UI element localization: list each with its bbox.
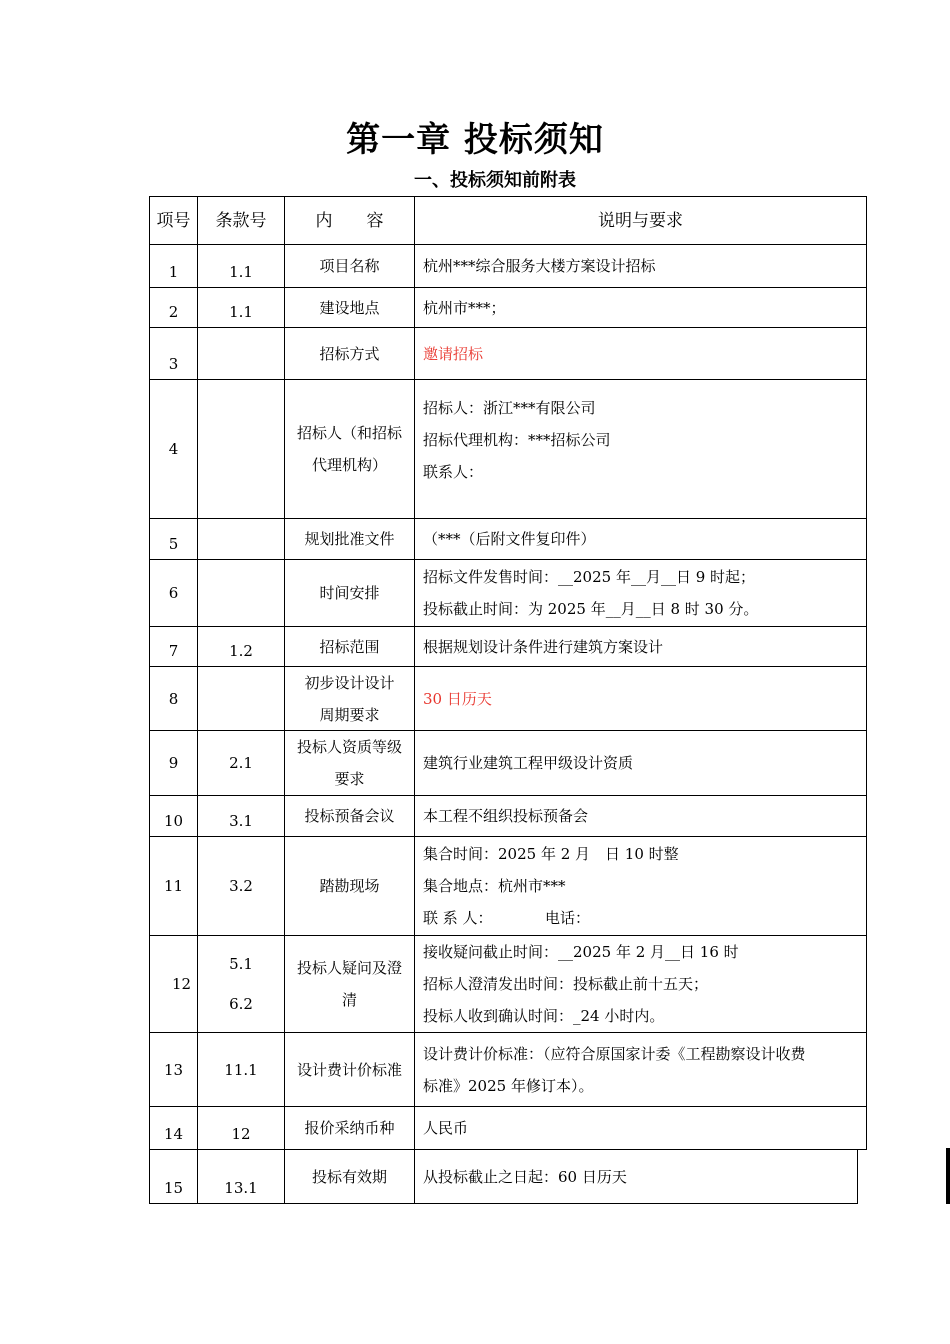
page-edge-mark (946, 1148, 950, 1204)
row-clause: 11.1 (198, 1033, 285, 1106)
table-row (149, 667, 867, 731)
desc-line: 设计费计价标准：（应符合原国家计委《工程勘察设计收费 (423, 1044, 806, 1063)
row-clause (198, 667, 285, 730)
row-desc: 从投标截止之日起：60 日历天 (423, 1167, 627, 1186)
desc-line: 联系人： (423, 463, 484, 481)
table-row (149, 1033, 867, 1107)
desc-line: 投标人收到确认时间：_24 小时内。 (423, 1007, 665, 1025)
desc-line: 集合地点：杭州市*** (423, 877, 566, 895)
table-row (149, 731, 867, 796)
row-clause (198, 380, 285, 518)
desc-line: 集合时间：2025 年 2 月 日 10 时整 (423, 845, 679, 863)
header-item-no: 项号 (150, 197, 198, 244)
row-item: 踏勘现场 (285, 837, 415, 935)
row-item: 招标人（和招标代理机构） (285, 380, 415, 518)
row-no: 11 (150, 837, 198, 935)
clause-line: 6.2 (229, 995, 253, 1013)
row-item: 投标人疑问及澄清 (285, 936, 415, 1032)
row-desc: 根据规划设计条件进行建筑方案设计 (423, 637, 664, 656)
row-item: 报价采纳币种 (285, 1107, 415, 1149)
chapter-title: 第一章 投标须知 (346, 120, 604, 160)
table-row (149, 627, 867, 667)
desc-line: 联 系 人： 电话： (423, 909, 591, 927)
row-desc: 杭州***综合服务大楼方案设计招标 (423, 257, 656, 275)
row-clause (198, 560, 285, 626)
table-row (149, 936, 867, 1033)
row-no: 7 (150, 627, 198, 666)
header-requirements: 说明与要求 (598, 210, 683, 231)
row-desc: 30 日历天 (423, 689, 492, 708)
row-clause (198, 519, 285, 559)
row-no: 2 (150, 288, 198, 327)
row-desc: （***（后附文件复印件） (423, 530, 596, 548)
row-item: 招标方式 (285, 328, 415, 379)
desc-line: 标准》2025 年修订本）。 (423, 1076, 594, 1095)
desc-line: 招标代理机构：***招标公司 (423, 431, 611, 449)
row-no: 12 (150, 936, 198, 1032)
row-no: 14 (150, 1107, 198, 1149)
row-item: 投标有效期 (285, 1150, 415, 1203)
row-item: 投标预备会议 (285, 796, 415, 836)
table-header-row (149, 196, 867, 245)
header-content: 内 容 (285, 197, 415, 244)
row-item: 时间安排 (285, 560, 415, 626)
section-subtitle: 一、投标须知前附表 (414, 170, 576, 191)
row-desc (415, 560, 866, 626)
table-row (149, 796, 867, 837)
row-no: 6 (150, 560, 198, 626)
row-no: 5 (150, 519, 198, 559)
row-clause (198, 328, 285, 379)
row-desc: 人民币 (423, 1119, 469, 1137)
row-no: 3 (150, 328, 198, 379)
row-desc (415, 1033, 866, 1106)
desc-line: 招标人澄清发出时间：投标截止前十五天； (423, 975, 709, 993)
table-row (149, 519, 867, 560)
row-no: 8 (150, 667, 198, 730)
table-row (149, 245, 867, 288)
row-item: 招标范围 (285, 627, 415, 666)
row-clause: 1.1 (198, 245, 285, 287)
header-clause-no: 条款号 (198, 197, 285, 244)
row-item: 设计费计价标准 (285, 1033, 415, 1106)
desc-line: 招标文件发售时间：__2025 年__月__日 9 时起； (423, 568, 756, 586)
table-row (149, 288, 867, 328)
row-clause: 13.1 (198, 1150, 285, 1203)
row-clause: 2.1 (198, 731, 285, 795)
row-clause: 12 (198, 1107, 285, 1149)
row-clause: 1.1 (198, 288, 285, 327)
desc-line: 投标截止时间：为 2025 年__月__日 8 时 30 分。 (423, 600, 759, 618)
desc-line: 接收疑问截止时间：__2025 年 2 月__日 16 时 (423, 943, 739, 961)
table-row (149, 560, 867, 627)
bid-notice-table (149, 196, 867, 1204)
row-no: 15 (150, 1150, 198, 1203)
row-desc: 邀请招标 (423, 344, 484, 363)
table-row (149, 380, 867, 519)
table-row (149, 1150, 858, 1204)
row-no: 4 (150, 380, 198, 518)
row-desc (415, 837, 866, 935)
row-item: 建设地点 (285, 288, 415, 327)
row-desc: 杭州市***； (423, 298, 506, 317)
table-row (149, 328, 867, 380)
row-clause: 3.2 (198, 837, 285, 935)
row-item: 初步设计设计周期要求 (285, 667, 415, 730)
row-clause: 1.2 (198, 627, 285, 666)
row-item: 项目名称 (285, 245, 415, 287)
row-desc (415, 936, 866, 1032)
row-no: 10 (150, 796, 198, 836)
row-item: 投标人资质等级要求 (285, 731, 415, 795)
row-desc (415, 380, 866, 518)
row-clause (198, 936, 285, 1032)
clause-line: 5.1 (229, 955, 253, 973)
desc-line: 招标人：浙江***有限公司 (423, 399, 596, 417)
row-item: 规划批准文件 (285, 519, 415, 559)
table-row (149, 1107, 867, 1150)
row-desc: 本工程不组织投标预备会 (423, 807, 589, 825)
row-desc: 建筑行业建筑工程甲级设计资质 (423, 754, 634, 772)
table-row (149, 837, 867, 936)
row-no: 13 (150, 1033, 198, 1106)
row-no: 1 (150, 245, 198, 287)
row-clause: 3.1 (198, 796, 285, 836)
row-no: 9 (150, 731, 198, 795)
